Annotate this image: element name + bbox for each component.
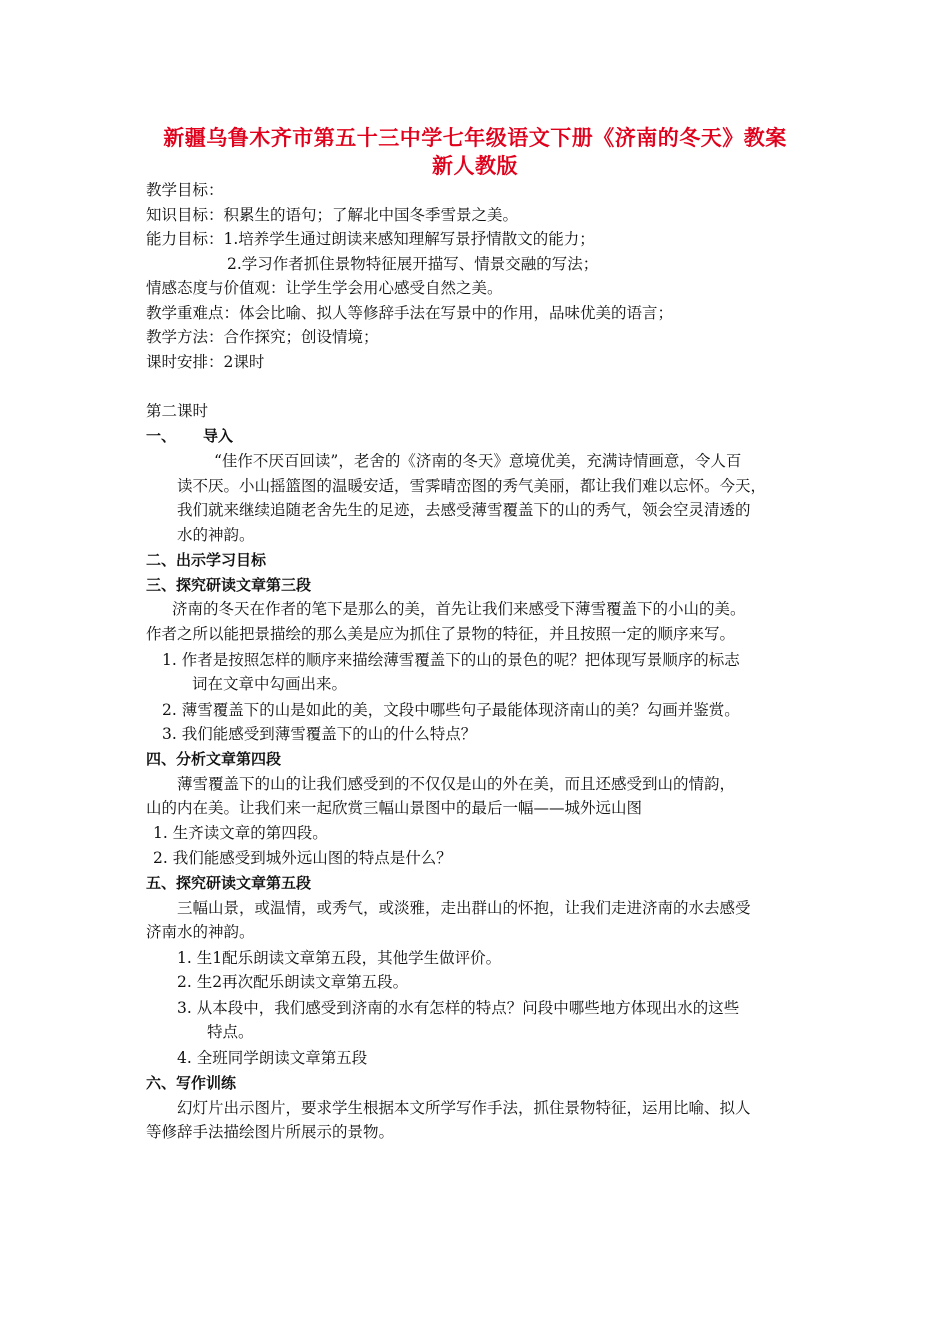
section-4-title: 四、分析文章第四段 [146,750,282,768]
section-3-title: 三、探究研读文章第三段 [146,576,312,594]
section-4-question-2: 2. 我们能感受到城外远山图的特点是什么？ [153,849,452,867]
section-1-para-line3: 我们就来继续追随老舍先生的足迹，去感受薄雪覆盖下的山的秀气，领会空灵清透的 [177,501,751,519]
section-3-para-line2: 作者之所以能把景描绘的那么美是应为抓住了景物的特征，并且按照一定的顺序来写。 [146,625,736,643]
section-4-para-line1: 薄雪覆盖下的山的让我们感受到的不仅仅是山的外在美，而且还感受到山的情韵， [177,775,736,793]
schedule: 课时安排：2课时 [146,353,265,371]
section-5-question-1: 1. 生1配乐朗读文章第五段，其他学生做评价。 [177,949,502,967]
section-1-title: 导入 [203,427,234,445]
section-5-para-line1: 三幅山景，或温情，或秀气，或淡雅，走出群山的怀抱，让我们走进济南的水去感受 [177,899,751,917]
section-6-title: 六、写作训练 [146,1074,237,1092]
teaching-method: 教学方法：合作探究；创设情境； [146,328,379,346]
section-1-para-line2: 读不厌。小山摇篮图的温暖安适，雪霁晴峦图的秀气美丽，都让我们难以忘怀。今天， [177,477,767,495]
section-5-question-2: 2. 生2再次配乐朗读文章第五段。 [177,973,409,991]
section-5-question-3-cont: 特点。 [207,1023,254,1041]
section-4-para-line2: 山的内在美。让我们来一起欣赏三幅山景图中的最后一幅——城外远山图 [146,799,643,817]
section-6-para-line1: 幻灯片出示图片，要求学生根据本文所学写作手法，抓住景物特征，运用比喻、拟人 [177,1099,751,1117]
section-3-para-line1: 济南的冬天在作者的笔下是那么的美，首先让我们来感受下薄雪覆盖下的小山的美。 [172,600,746,618]
section-3-question-1-cont: 词在文章中勾画出来。 [192,675,348,693]
section-5-question-4: 4. 全班同学朗读文章第五段 [177,1049,368,1067]
knowledge-objective: 知识目标：积累生的语句；了解北中国冬季雪景之美。 [146,206,519,224]
section-3-question-2: 2. 薄雪覆盖下的山是如此的美，文段中哪些句子最能体现济南山的美？勾画并鉴赏。 [162,701,740,719]
section-1-para-line4: 水的神韵。 [177,526,255,544]
ability-objective-2: 2.学习作者抓住景物特征展开描写、情景交融的写法； [227,255,599,273]
section-5-title: 五、探究研读文章第五段 [146,874,312,892]
section-4-question-1: 1. 生齐读文章的第四段。 [153,824,328,842]
ability-objective-1: 能力目标：1.培养学生通过朗读来感知理解写景抒情散文的能力； [146,230,595,248]
section-5-question-3: 3. 从本段中，我们感受到济南的水有怎样的特点？问段中哪些地方体现出水的这些 [177,999,740,1017]
section-1-number: 一、 [146,427,177,445]
document-title-line2: 新人教版 [432,154,518,178]
emotion-objective: 情感态度与价值观：让学生学会用心感受自然之美。 [146,279,503,297]
section-1-para-line1: “佳作不厌百回读”，老舍的《济南的冬天》意境优美，充满诗情画意，令人百 [214,452,742,470]
section-3-question-3: 3. 我们能感受到薄雪覆盖下的山的什么特点？ [162,725,477,743]
section-3-question-1: 1. 作者是按照怎样的顺序来描绘薄雪覆盖下的山的景色的呢？把体现写景顺序的标志 [162,651,740,669]
section-2-title: 二、出示学习目标 [146,551,267,569]
section-5-para-line2: 济南水的神韵。 [146,923,255,941]
section-6-para-line2: 等修辞手法描绘图片所展示的景物。 [146,1123,395,1141]
objectives-label: 教学目标： [146,181,224,199]
lesson-label: 第二课时 [146,402,209,420]
key-points: 教学重难点：体会比喻、拟人等修辞手法在写景中的作用，品味优美的语言； [146,304,674,322]
document-title-line1: 新疆乌鲁木齐市第五十三中学七年级语文下册《济南的冬天》教案 [163,126,787,150]
